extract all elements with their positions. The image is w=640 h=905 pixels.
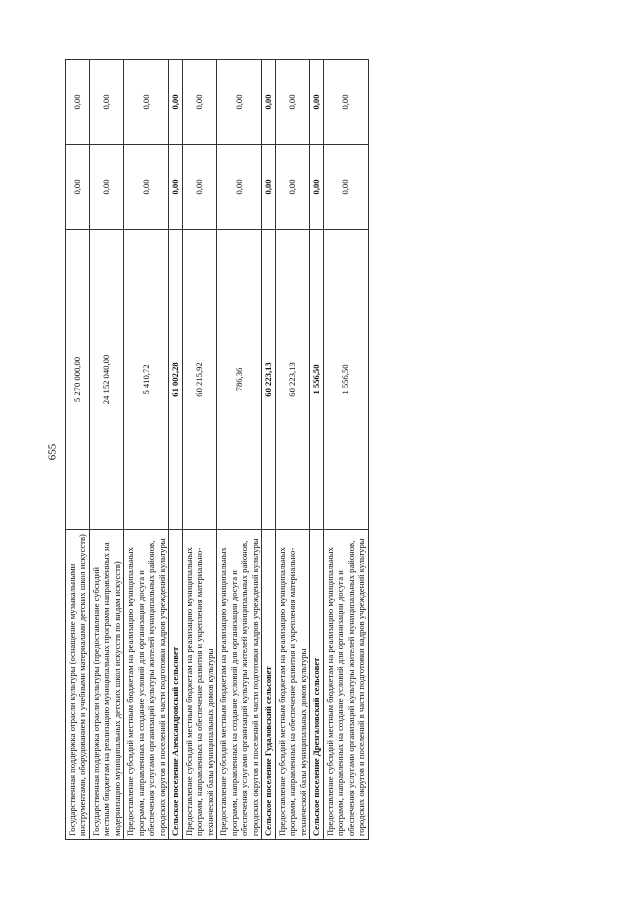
table-row bbox=[323, 60, 368, 840]
row-value-cell: 0,00 bbox=[182, 145, 216, 230]
row-value-cell: 0,00 bbox=[169, 145, 182, 230]
row-value-cell: 0,00 bbox=[262, 145, 275, 230]
table-row bbox=[275, 60, 309, 840]
row-description-cell: Сельское поселение Дрезгаловский сельсовет bbox=[310, 530, 323, 840]
row-value-cell: 0,00 bbox=[275, 145, 309, 230]
row-value-cell: 0,00 bbox=[89, 145, 123, 230]
row-description-cell: Государственная поддержка отрасли культуры (предоставление субсидий местным бюджетам на реализацию муниципальных программ направленных на модернизацию муниципальных детских школ искусств по видам искусств) bbox=[89, 530, 123, 840]
row-amount-cell: 1 556,50 bbox=[323, 230, 368, 530]
rotated-table-container bbox=[65, 60, 575, 840]
row-description-cell: Предоставление субсидий местным бюджетам на реализацию муниципальных программ, направленных на обеспечение развития и укрепления материально-технической базы муниципальных домов культуры bbox=[275, 530, 309, 840]
table-row-settlement bbox=[262, 60, 275, 840]
row-description-cell: Сельское поселение Александровский сельсовет bbox=[169, 530, 182, 840]
row-value-cell: 0,00 bbox=[323, 60, 368, 145]
row-value-cell: 0,00 bbox=[310, 60, 323, 145]
row-description-cell: Государственная поддержка отрасли культуры (оснащение музыкальными инструментами, оборудованием и учебными материалами детских школ искусств) bbox=[66, 530, 90, 840]
row-amount-cell: 5 270 000,00 bbox=[66, 230, 90, 530]
table-row-settlement bbox=[310, 60, 323, 840]
row-amount-cell: 786,36 bbox=[217, 230, 262, 530]
row-description-cell: Предоставление субсидий местным бюджетам на реализацию муниципальных программ, направленных на создание условий для организации досуга и обеспечения услугами организаций культуры жителей муниципальных районов, городских округов и поселений в части подготовки кадров учреждений культуры bbox=[323, 530, 368, 840]
row-amount-cell: 5 410,72 bbox=[124, 230, 169, 530]
table-row bbox=[66, 60, 90, 840]
row-description-cell: Предоставление субсидий местным бюджетам на реализацию муниципальных программ, направленных на создание условий для организации досуга и обеспечения услугами организаций культуры жителей муниципальных районов, городских округов и поселений в части подготовки кадров учреждений культуры bbox=[124, 530, 169, 840]
table-row bbox=[217, 60, 262, 840]
row-description-cell: Предоставление субсидий местным бюджетам на реализацию муниципальных программ, направленных на обеспечение развития и укрепления материально-технической базы муниципальных домов культуры bbox=[182, 530, 216, 840]
row-description-cell: Сельское поселение Гудаловский сельсовет bbox=[262, 530, 275, 840]
table-row bbox=[89, 60, 123, 840]
row-value-cell: 0,00 bbox=[275, 60, 309, 145]
row-description-cell: Предоставление субсидий местным бюджетам на реализацию муниципальных программ, направленных на создание условий для организации досуга и обеспечения услугами организаций культуры жителей муниципальных районов, городских округов и поселений в части подготовки кадров учреждений культуры bbox=[217, 530, 262, 840]
row-value-cell: 0,00 bbox=[124, 145, 169, 230]
budget-table bbox=[65, 59, 369, 840]
row-value-cell: 0,00 bbox=[323, 145, 368, 230]
row-value-cell: 0,00 bbox=[66, 60, 90, 145]
row-amount-cell: 61 002,28 bbox=[169, 230, 182, 530]
table-row-settlement bbox=[169, 60, 182, 840]
row-amount-cell: 1 556,50 bbox=[310, 230, 323, 530]
row-value-cell: 0,00 bbox=[310, 145, 323, 230]
row-value-cell: 0,00 bbox=[66, 145, 90, 230]
budget-table-body bbox=[66, 60, 369, 840]
row-value-cell: 0,00 bbox=[182, 60, 216, 145]
table-row bbox=[124, 60, 169, 840]
row-value-cell: 0,00 bbox=[217, 60, 262, 145]
row-value-cell: 0,00 bbox=[169, 60, 182, 145]
row-value-cell: 0,00 bbox=[262, 60, 275, 145]
row-amount-cell: 60 215,92 bbox=[182, 230, 216, 530]
row-value-cell: 0,00 bbox=[89, 60, 123, 145]
table-row bbox=[182, 60, 216, 840]
row-value-cell: 0,00 bbox=[217, 145, 262, 230]
row-value-cell: 0,00 bbox=[124, 60, 169, 145]
row-amount-cell: 60 223,13 bbox=[262, 230, 275, 530]
row-amount-cell: 60 223,13 bbox=[275, 230, 309, 530]
row-amount-cell: 24 152 040,00 bbox=[89, 230, 123, 530]
page-number: 655 bbox=[46, 443, 59, 461]
